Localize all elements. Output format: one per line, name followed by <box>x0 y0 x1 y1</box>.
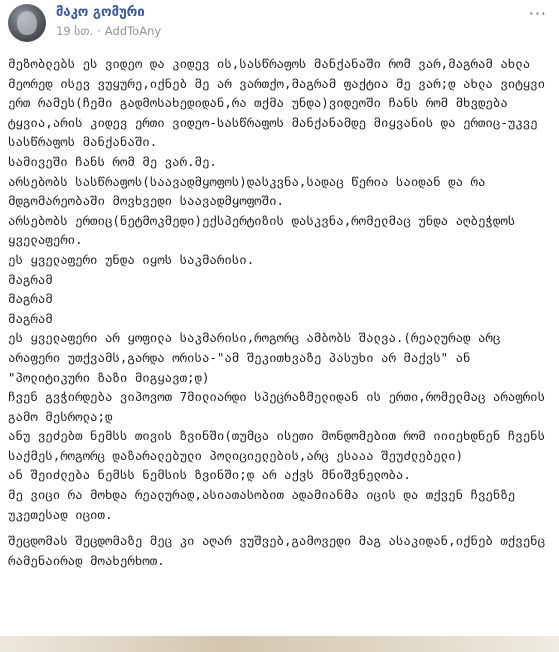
post-paragraph: მე ვიცი რა მოხდა რეალურად,ასიათასობით ადამიანმა იცის და თქვენ ჩვენზე უკეთესად იცით. <box>8 487 523 522</box>
post-paragraph: ეს ყველაფერი უნდა იყოს საკმარისი. <box>8 251 255 267</box>
post-paragraph: ჩვენ გვჭირდება ვიპოვოთ 7მილიარდი სპეცრაზმელიდან ის ერთი,რომელმაც არაფრის გამო მესროლა;დ <box>8 389 553 424</box>
post-paragraph: ან შეიძლება ნემსს ნემსის ზვინში;დ არ აქვს მნიშვნელობა. <box>8 467 411 483</box>
post-paragraph: შეცდომას შეცდომაზე მეც კი აღარ ვუშვებ,გამოვედი მაგ ასაკიდან,იქნებ თქვენც რამენაირად მოახერხოთ. <box>8 533 553 568</box>
post-paragraph: სამივეში ჩანს რომ მე ვარ.მე. <box>8 153 217 169</box>
post-paragraph: ეს ყველაფერი არ ყოფილა საკმარისი,როგორც ამბობს შალვა.(რეალურად არც არაფერი უთქვამს,გარდა ორისა-"ამ შეკითხვაზე პასუხი არ მაქვს" ან "პოლიტიკური ზაზი მიგყავთ;დ) <box>8 330 508 385</box>
author-name-link[interactable]: მაკო გომური <box>56 5 145 20</box>
post-body <box>8 54 553 570</box>
post-paragraph: არსებობს სასწრაფოს(საავადმყოფოს)დასკვნა,სადაც წერია საიდან და რა მდგომარეობაში მოვხვედი საავადმყოფოში. <box>8 173 493 209</box>
attached-image-preview[interactable] <box>0 636 559 652</box>
avatar[interactable] <box>8 4 46 42</box>
post-paragraph: მეზობლებს ეს ვიდეო და კიდევ ის,სასწრაფოს მანქანაში რომ ვარ,მაგრამ ახლა მეორედ ისევ ვუყურე,იქნებ მე არ ვართქო,მაგრამ ფაქტია მე ვარ;დ ახლა ვიტყვი ერთ რამეს(ჩემი გადმოსახედიდან,რა თქმა უნდა)ვიდეოში ჩანს რომ მხვდება ტყვია,არის კიდევ ერთი ვიდეო-სასწრაფოს მანქანამდე მიყვანის და ერთიც-უკვე სასწრაფოს მანქანაში. <box>8 56 553 150</box>
post-paragraph: მაგრამ <box>8 271 53 287</box>
post-paragraph: არსებობს ერთიც(ნეტმოკმედი)ექსპერტიზის დასკვნა,რომელმაც უნდა აღბეჭდოს ყველაფერი. <box>8 212 523 248</box>
post-header <box>8 4 553 44</box>
post-paragraph: მაგრამ <box>8 310 53 326</box>
avatar-face <box>17 11 37 35</box>
meta-separator: · <box>97 24 101 38</box>
post-paragraph: მაგრამ <box>8 291 53 307</box>
post-timestamp[interactable]: 19 სთ. <box>56 24 94 38</box>
app-attribution-link[interactable]: AddToAny <box>104 24 162 38</box>
post-paragraph: ანუ ვეძებთ ნემსს თივის ზვინში(თუმცა ისეთი მონდომებით რომ იიიეხდნენ ჩვენს საქმეს,როგორც დაზარალებული პოლიციელების,არც ესააა შეუძლებელი) <box>8 428 553 463</box>
post-meta <box>56 24 161 38</box>
ellipsis-icon[interactable]: ··· <box>528 4 547 23</box>
